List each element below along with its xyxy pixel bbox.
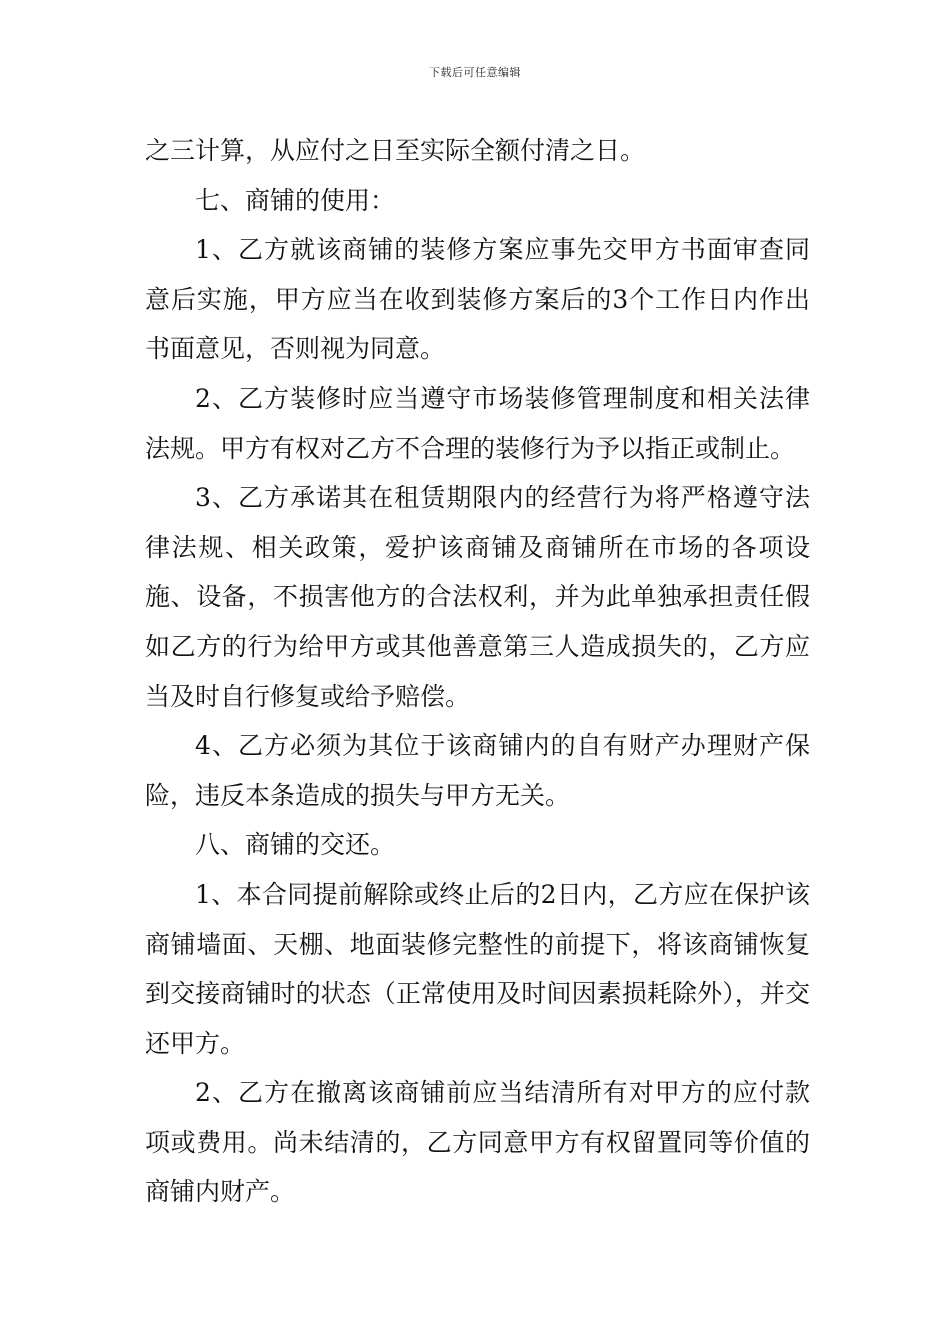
- paragraph-7-1: 1、乙方就该商铺的装修方案应事先交甲方书面审查同意后实施，甲方应当在收到装修方案后的3个工作日内作出书面意见，否则视为同意。: [145, 235, 810, 364]
- page-header: 下载后可任意编辑: [429, 66, 521, 79]
- document-body: [145, 126, 810, 1217]
- section-heading-7: 七、商铺的使用：: [195, 185, 396, 215]
- paragraph-continuation: 之三计算，从应付之日至实际全额付清之日。: [145, 136, 646, 165]
- paragraph-7-2: 2、乙方装修时应当遵守市场装修管理制度和相关法律法规。甲方有权对乙方不合理的装修行为予以指正或制止。: [145, 383, 810, 463]
- paragraph-8-2: 2、乙方在撤离该商铺前应当结清所有对甲方的应付款项或费用。尚未结清的，乙方同意甲方有权留置同等价值的商铺内财产。: [145, 1078, 810, 1207]
- section-heading-8: 八、商铺的交还。: [195, 830, 396, 860]
- paragraph-7-4: 4、乙方必须为其位于该商铺内的自有财产办理财产保险，违反本条造成的损失与甲方无关。: [145, 731, 810, 810]
- paragraph-7-3: 3、乙方承诺其在租赁期限内的经营行为将严格遵守法律法规、相关政策，爱护该商铺及商铺所在市场的各项设施、设备，不损害他方的合法权利，并为此单独承担责任假如乙方的行为给甲方或其他善意第三人造成损失的，乙方应当及时自行修复或给予赔偿。: [145, 483, 810, 711]
- paragraph-8-1: 1、本合同提前解除或终止后的2日内，乙方应在保护该商铺墙面、天棚、地面装修完整性的前提下，将该商铺恢复到交接商铺时的状态（正常使用及时间因素损耗除外），并交还甲方。: [145, 879, 810, 1058]
